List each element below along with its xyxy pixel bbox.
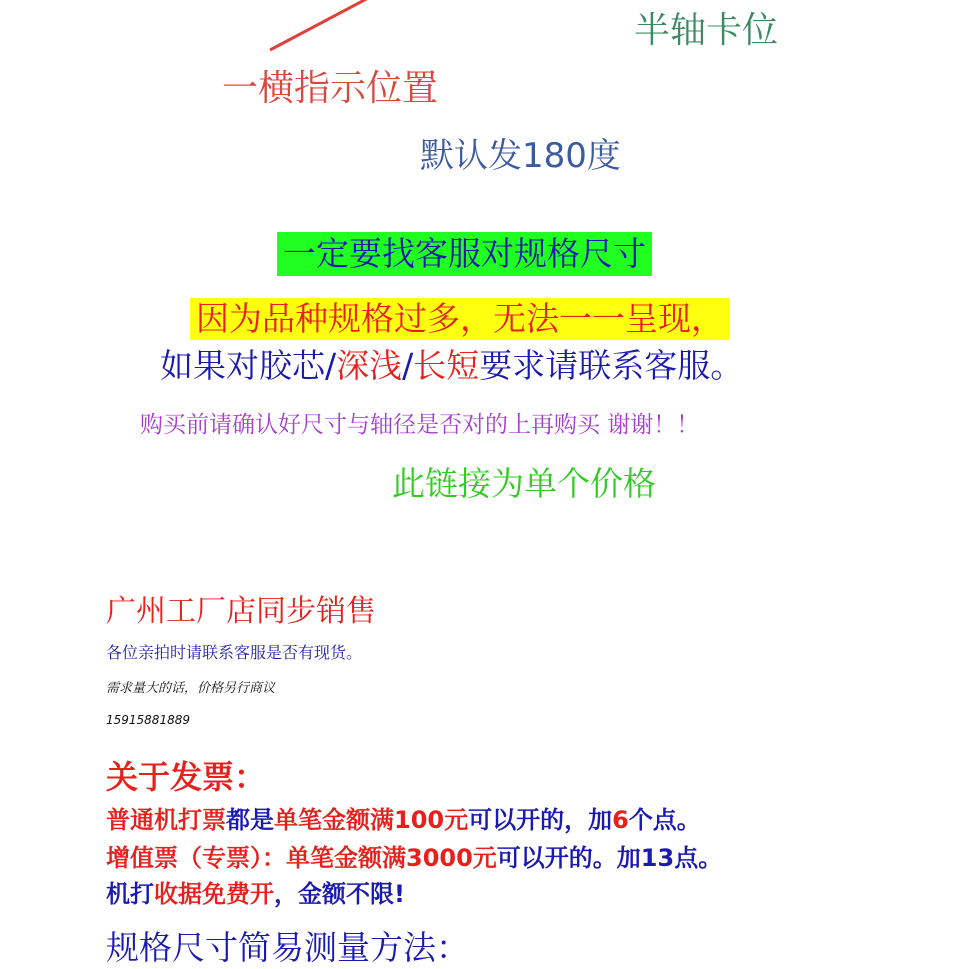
depth-word: 深浅 xyxy=(336,346,403,385)
free-receipt-label: 收据免费开 xyxy=(154,880,274,908)
single-price-notice: 此链接为单个价格 xyxy=(392,464,656,503)
confirm-size-notice: 购买前请确认好尺寸与轴径是否对的上再购买 谢谢！！ xyxy=(140,412,700,438)
contact-notice-part: 如果对胶芯/ xyxy=(160,346,337,385)
slash: / xyxy=(402,346,414,385)
default-angle-label: 默认发180度 xyxy=(420,136,621,176)
indicator-arrow-line xyxy=(270,0,372,50)
invoice-text: 都是 xyxy=(226,806,274,834)
phone-number: 15915881889 xyxy=(106,713,190,727)
receipt-prefix: 机打 xyxy=(106,880,154,908)
invoice-text: 个点。 xyxy=(628,806,701,834)
invoice-text: 可以开的。加13点。 xyxy=(496,844,723,872)
measure-method-title: 规格尺寸简易测量方法： xyxy=(106,928,469,967)
min-amount-100: 单笔金额满100元 xyxy=(274,806,469,834)
factory-store-title: 广州工厂店同步销售 xyxy=(106,594,376,629)
indicator-position-label: 一横指示位置 xyxy=(222,68,439,109)
stock-check-note: 各位亲拍时请联系客服是否有现货。 xyxy=(106,643,363,662)
contact-service-notice: 一定要找客服对规格尺寸 xyxy=(277,232,652,276)
invoice-line-vat xyxy=(106,838,722,873)
regular-invoice-label: 普通机打票 xyxy=(106,806,226,834)
points-value: 6 xyxy=(612,806,629,834)
vat-invoice-label: 增值票（专票）： xyxy=(106,844,286,872)
invoice-line-regular xyxy=(106,800,701,835)
contact-notice-tail: 要求请联系客服。 xyxy=(479,346,744,385)
requirements-contact-notice xyxy=(160,344,743,388)
half-axis-label: 半轴卡位 xyxy=(634,10,779,51)
invoice-text: 可以开的，加 xyxy=(468,806,613,834)
min-amount-3000: 单笔金额满3000元 xyxy=(286,844,497,872)
bulk-pricing-note: 需求量大的话，价格另行商议 xyxy=(106,681,276,696)
unlimited-amount-text: ，金额不限! xyxy=(274,880,405,908)
too-many-specs-notice: 因为品种规格过多，无法一一呈现， xyxy=(190,298,730,340)
invoice-line-receipt xyxy=(106,874,405,909)
invoice-title: 关于发票： xyxy=(106,758,267,796)
length-word: 长短 xyxy=(413,346,480,385)
